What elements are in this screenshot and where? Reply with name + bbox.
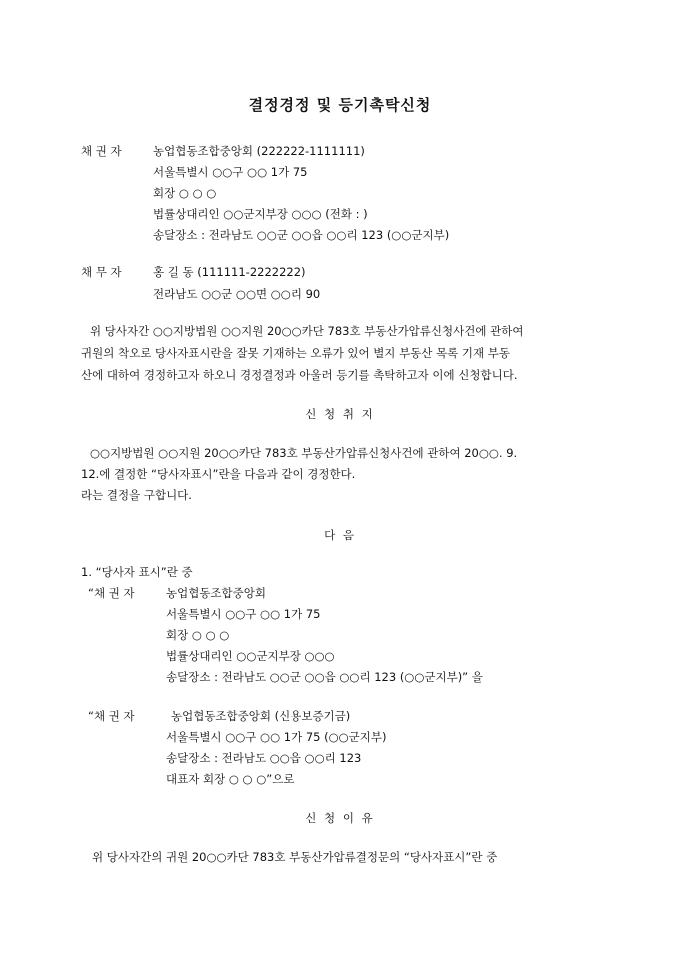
creditor-representative: 회장 ○ ○ ○ <box>153 186 217 200</box>
creditor-name: 농업협동조합중앙회 (222222-1111111) <box>153 144 365 158</box>
debtor-address: 전라남도 ○○군 ○○면 ○○리 90 <box>153 287 321 301</box>
reason-heading: 신 청 이 유 <box>305 811 375 825</box>
following-item-1: 1. “당사자 표시”란 중 <box>81 565 193 579</box>
reason-line-1: 위 당사자간의 귀원 20○○카단 783호 부동산가압류결정문의 “당사자표시”란 중 <box>92 850 498 864</box>
before-service-address: 송달장소 : 전라남도 ○○군 ○○읍 ○○리 123 (○○군지부)” 을 <box>166 670 483 684</box>
before-label: “채 권 자 <box>88 586 135 600</box>
creditor-service-address: 송달장소 : 전라남도 ○○군 ○○읍 ○○리 123 (○○군지부) <box>153 228 450 242</box>
creditor-legal-agent: 법률상대리인 ○○군지부장 ○○○ (전화 : ) <box>153 207 368 221</box>
purpose-line-1: ○○지방법원 ○○지원 20○○카단 783호 부동산가압류신청사건에 관하여 20○○. 9. <box>90 446 518 460</box>
after-representative: 대표자 회장 ○ ○ ○”으로 <box>166 772 295 786</box>
creditor-address: 서울특별시 ○○구 ○○ 1가 75 <box>153 165 308 179</box>
intro-line-3: 산에 대하여 경정하고자 하오니 경정결정과 아울러 등기를 촉탁하고자 이에 신청합니다. <box>81 368 518 382</box>
after-address: 서울특별시 ○○구 ○○ 1가 75 (○○군지부) <box>166 730 387 744</box>
before-legal-agent: 법률상대리인 ○○군지부장 ○○○ <box>166 649 335 663</box>
document-title: 결정경정 및 등기촉탁신청 <box>248 96 432 114</box>
intro-line-2: 귀원의 착오로 당사자표시란을 잘못 기재하는 오류가 있어 별지 부동산 목록 기재 부동 <box>81 346 511 360</box>
before-name: 농업협동조합중앙회 <box>166 586 266 600</box>
after-service-address: 송달장소 : 전라남도 ○○읍 ○○리 123 <box>166 751 362 765</box>
after-label: “채 권 자 <box>88 709 135 723</box>
debtor-label: 채 무 자 <box>81 265 122 279</box>
creditor-label: 채 권 자 <box>81 144 122 158</box>
debtor-name: 홍 길 동 (111111-2222222) <box>153 265 306 279</box>
purpose-heading: 신 청 취 지 <box>305 407 375 421</box>
before-address: 서울특별시 ○○구 ○○ 1가 75 <box>166 607 321 621</box>
purpose-line-2: 12.에 결정한 “당사자표시”란을 다음과 같이 경정한다. <box>81 467 356 481</box>
intro-line-1: 위 당사자간 ○○지방법원 ○○지원 20○○카단 783호 부동산가압류신청사건에 관하여 <box>90 324 524 338</box>
following-heading: 다 음 <box>324 528 356 542</box>
purpose-line-3: 라는 결정을 구합니다. <box>81 488 192 502</box>
before-representative: 회장 ○ ○ ○ <box>166 628 230 642</box>
after-name: 농업협동조합중앙회 (신용보증기금) <box>171 709 351 723</box>
